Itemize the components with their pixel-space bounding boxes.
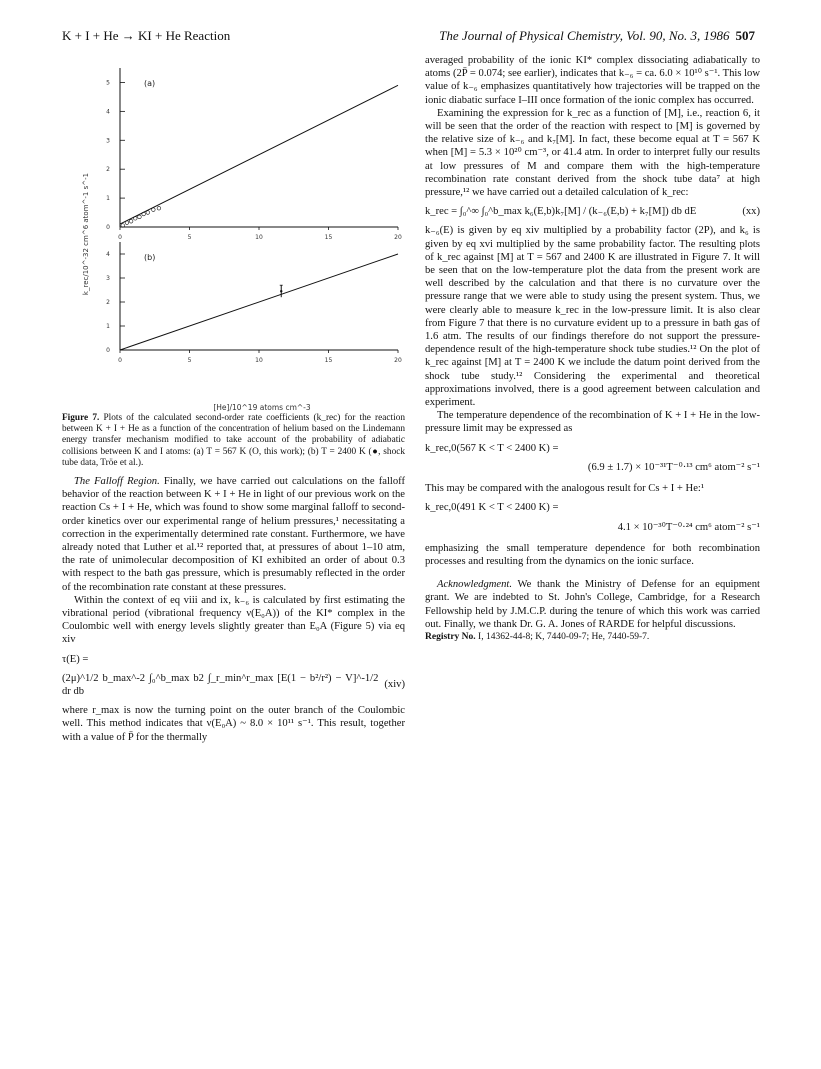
figure-7-plots	[62, 54, 405, 414]
panel-b-y-tick-label: 1	[106, 323, 110, 330]
y-axis-label: k_rec/10^-32 cm^6 atom^-1 s^-1	[82, 172, 90, 296]
panel-a-data-point	[152, 208, 156, 212]
panel-b-y-tick-label: 4	[106, 251, 110, 258]
equation-xx-number: (xx)	[742, 206, 760, 218]
panel-a-data-point	[125, 221, 129, 225]
panel-a-y-tick-label: 0	[106, 224, 110, 231]
left-column	[62, 475, 405, 744]
turning-point-paragraph: where r_max is now the turning point on the outer branch of the Coulombic well. This method indicates that ν(E₀A) ~ 8.0 × 10¹¹ s⁻¹. This result, together with a value of P̄ for the thermally	[62, 705, 405, 743]
figure-7	[62, 54, 405, 414]
registry-label: Registry No.	[425, 631, 476, 642]
panel-a-x-tick-label: 0	[118, 234, 122, 241]
results-paragraph: k₋₆(E) is given by eq xiv multiplied by a probability factor (2P), and k₆ is given by eq xvi multiplied by the same probability factor. The resulting plots of k_rec against [M] at T = 567 and 2400 K are illustrated in Figure 7. It will be seen that on the low-temperature plot the data from the present work are well described by the calculation and that there is no curvature over the pressure range that we were able to study using the present system. Thus, we were clearly able to measure k_rec in the low-pressure limit. It is also clear from Figure 7 that there is no curvature evident up to a pressure in bath gas of 1.6 atm. The results of our findings therefore do not support the pressure-dependence result of the high-temperature shock tube studies.¹² On the plot of k_rec against [M] at T = 2400 K we include the datum point derived from the shock tube study.¹² Considering the experimental and theoretical approximations involved, there is a good agreement between calculation and experiment.	[425, 225, 760, 409]
equation-xiv-number: (xiv)	[384, 679, 405, 691]
panel-b-y-tick-label: 0	[106, 347, 110, 354]
panel-a-x-tick-label: 10	[255, 234, 263, 241]
panel-a-data-point	[146, 211, 150, 215]
equation-cs-rhs: 4.1 × 10⁻³⁰T⁻⁰·²⁴ cm⁶ atom⁻² s⁻¹	[617, 521, 760, 533]
journal-citation: The Journal of Physical Chemistry, Vol. 90, No. 3, 1986	[439, 28, 730, 43]
registry-paragraph	[425, 631, 760, 644]
panel-a-x-tick-label: 15	[324, 234, 333, 241]
panel-a-y-tick-label: 4	[106, 108, 110, 116]
panel-b-x-tick-label: 0	[118, 357, 122, 364]
equation-k-lhs: k_rec,0(567 K < T < 2400 K) =	[425, 442, 559, 454]
panel-b-x-tick-label: 20	[394, 357, 402, 364]
running-header-right	[439, 28, 755, 44]
equation-xiv-lhs: τ(E) =	[62, 653, 89, 665]
acknowledgment-paragraph	[425, 578, 760, 631]
temperature-dependence-paragraph: The temperature dependence of the recombination of K + I + He in the low-pressure limit may be expressed as	[425, 410, 760, 435]
panel-a-x-tick-label: 20	[394, 234, 402, 241]
probability-paragraph: averaged probability of the ionic KI* complex dissociating adiabatically to atoms (2P̄ = 0.074; see earlier), indicates that k₋₆ = ca. 6.0 × 10¹⁰ s⁻¹. This low value of k₋₆ emphasizes quantitatively how trajectories will be trapped on the ionic diabatic surface I–III once formation of the ionic complex has occurred.	[425, 55, 760, 106]
panel-b-x-tick-label: 10	[255, 357, 263, 364]
panel-a-calculated-line	[120, 85, 398, 224]
equation-xiv	[62, 672, 405, 698]
equation-xx-body: k_rec = ∫₀^∞ ∫₀^b_max k₆(E,b)k₇[M] / (k₋₆(E,b) + k₇[M]) db dE	[425, 206, 697, 218]
vibration-paragraph: Within the context of eq viii and ix, k₋₆ is calculated by first estimating the vibrational period (vibrational frequency ν(E₀A)) of the KI* complex in the Coulombic well with energy levels slightly greater than E₀A (Figure 5) via eq xiv	[62, 594, 405, 646]
equation-cs-lhs: k_rec,0(491 K < T < 2400 K) =	[425, 502, 559, 514]
panel-b-shock-tube-point	[280, 290, 282, 292]
falloff-runin: The Falloff Region.	[74, 476, 160, 487]
acknowledgment-runin: Acknowledgment.	[437, 579, 513, 591]
panel-a-data-point	[138, 215, 142, 219]
page-number: 507	[735, 28, 755, 43]
emphasis-paragraph: emphasizing the small temperature dependence for both recombination processes and resulting from the dynamics on the ionic surface.	[425, 542, 760, 567]
panel-a-x-tick-label: 5	[187, 234, 192, 241]
comparison-paragraph: This may be compared with the analogous result for Cs + I + He:¹	[425, 483, 705, 495]
panel-b-x-tick-label: 5	[187, 357, 192, 364]
equation-xx	[425, 205, 760, 218]
equation-xiv-body: (2μ)^1/2 b_max^-2 ∫₀^b_max b2 ∫_r_min^r_max [E(1 − b²/r²) − V]^-1/2 dr db	[62, 672, 379, 698]
panel-b-calculated-line	[120, 254, 398, 350]
x-axis-label: [He]/10^19 atoms cm^-3	[213, 403, 311, 412]
panel-b-label: (b)	[144, 253, 156, 262]
right-column	[425, 54, 760, 644]
panel-a-data-point	[157, 206, 161, 210]
falloff-paragraph	[62, 475, 405, 594]
panel-b-y-tick-label: 2	[106, 299, 110, 306]
panel-b-x-tick-label: 15	[324, 357, 333, 364]
falloff-body: Finally, we have carried out calculations on the falloff behavior of the reaction between K + I + He in light of our previous work on the reaction Cs + I + He, which was found to show some marginal falloff to second-order kinetics over our experimental range of helium pressures,¹ necessitating a correction in the experimentally determined rate constant. Furthermore, we have already noted that Luther et al.¹² reported that, at pressures of about 1–10 atm, the rate of unimolecular decomposition of KI exhibited an order of about 0.3 with respect to the bath gas pressure, which is presumably reflected in the order of the recombination rate constant at these pressures.	[62, 476, 405, 593]
running-header-left: K + I + He → KI + He Reaction	[62, 28, 231, 43]
caption-text: Plots of the calculated second-order rate coefficients (k_rec) for the reaction between K + I + He as a function of the concentration of helium based on the Lindemann energy transfer mechanism modified to take account of the probability of adiabatic collisions between K and I atoms: (a) T = 567 K (O, this work); (b) T = 2400 K (●, shock tube data, Tröe et al.).	[62, 413, 405, 468]
krec-expression-paragraph: Examining the expression for k_rec as a function of [M], i.e., reaction 6, it will be seen that the order of the reaction with respect to [M] is governed by the relative size of k₋₆ and k₇[M]. In fact, these become equal at T = 567 K when [M] = 5.3 × 10²⁰ cm⁻³, or 41.4 atm. In order to interpret fully our results at low pressures of M and compare them with the high-temperature recombination rate constant derived from the shock tube data⁷ at high pressure,¹² we have carried out a detailed calculation of k_rec:	[425, 107, 760, 199]
panel-b-y-tick-label: 3	[106, 275, 110, 282]
acknowledgment-body: We thank the Ministry of Defense for an equipment grant. We are indebted to St. John's College, Cambridge, for a Research Fellowship held by J.M.C.P. during the tenure of which this work was carried out. Finally, we thank Dr. G. A. Jones of RARDE for helpful discussions.	[425, 579, 760, 630]
panel-a-data-point	[133, 217, 137, 221]
figure-caption	[62, 413, 405, 469]
panel-a-label: (a)	[144, 79, 156, 88]
equation-k-rhs: (6.9 ± 1.7) × 10⁻³¹T⁻⁰·¹³ cm⁶ atom⁻² s⁻¹	[587, 461, 760, 473]
panel-a-y-tick-label: 2	[106, 166, 110, 174]
panel-a-y-tick-label: 1	[106, 195, 110, 203]
panel-a-y-tick-label: 3	[106, 137, 110, 145]
registry-body: I, 14362-44-8; K, 7440-09-7; He, 7440-59-7.	[478, 631, 650, 642]
panel-a-data-point	[129, 219, 133, 223]
caption-label: Figure 7.	[62, 413, 100, 423]
panel-a-y-tick-label: 5	[106, 79, 110, 87]
